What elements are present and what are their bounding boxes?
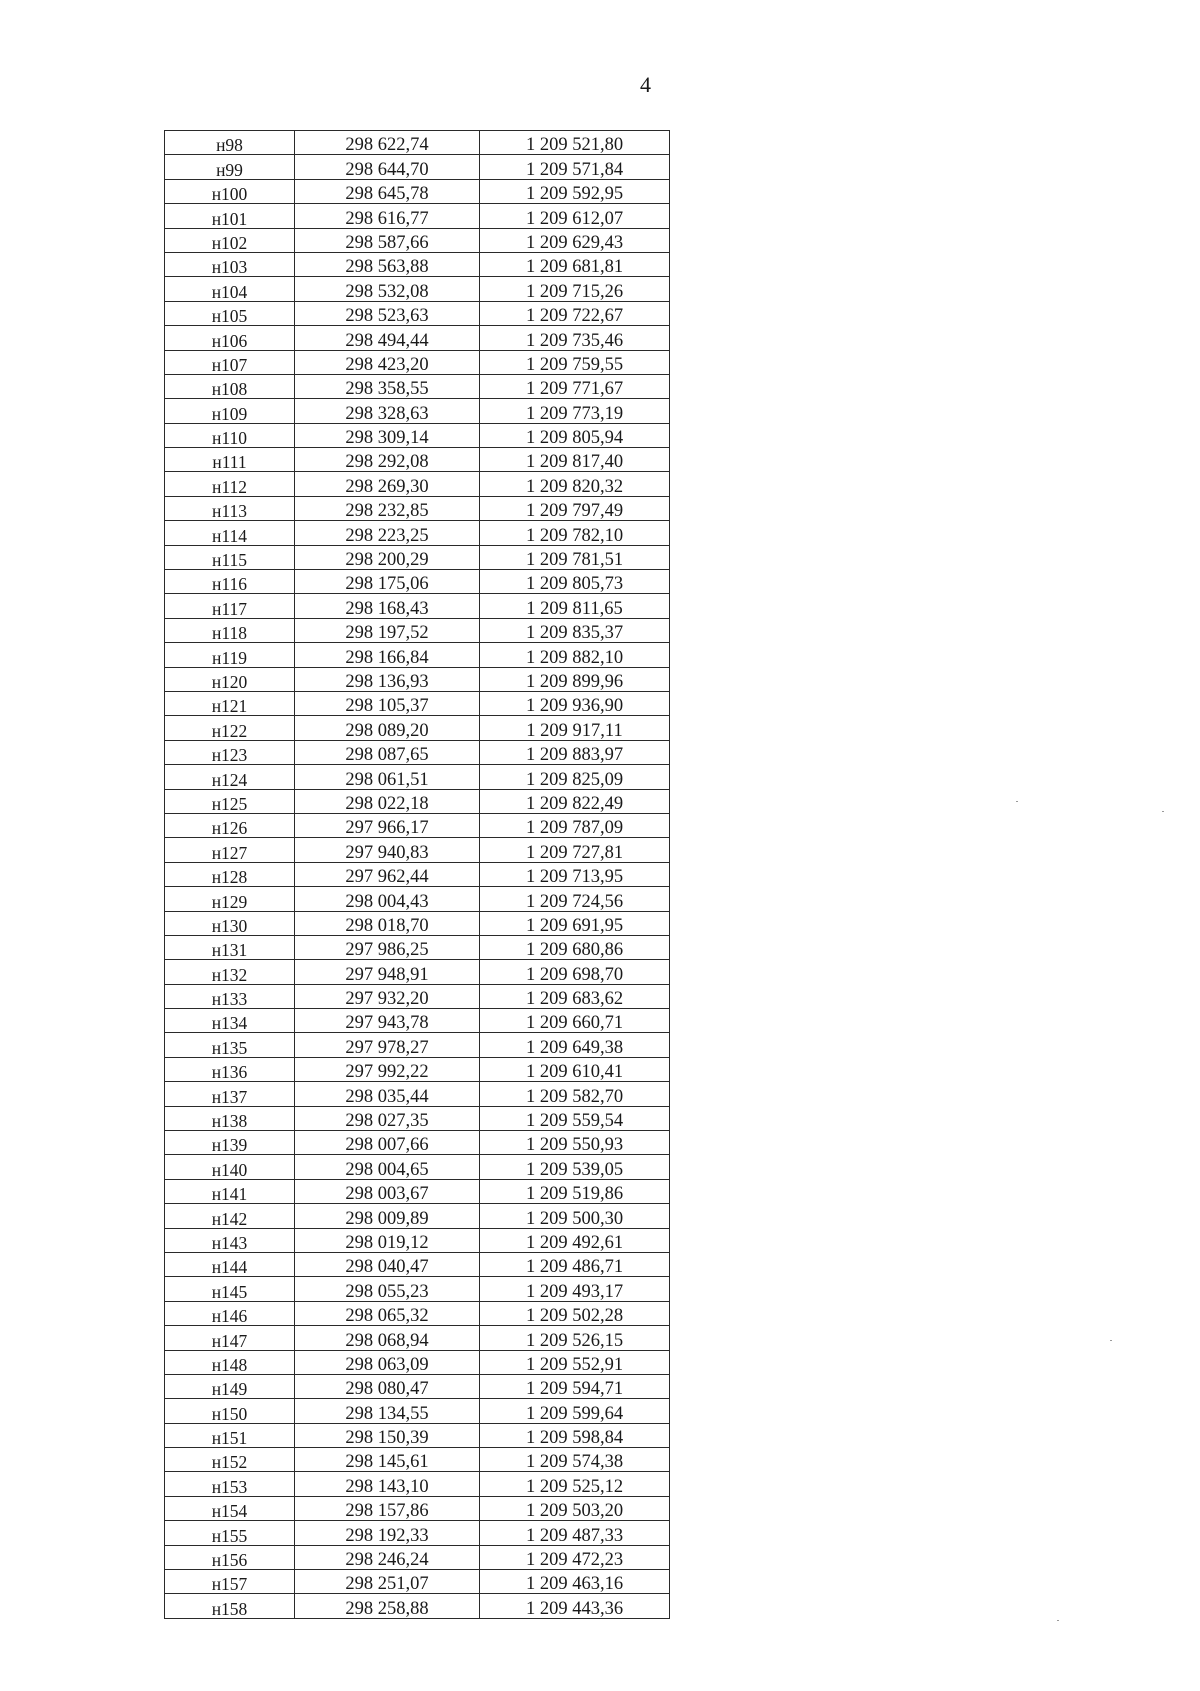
y-coordinate-cell: 1 209 525,12 <box>480 1472 670 1496</box>
table-row <box>165 1423 670 1447</box>
point-id-cell: н149 <box>165 1374 295 1398</box>
x-coordinate-cell: 298 258,88 <box>295 1594 480 1618</box>
table-row <box>165 1326 670 1350</box>
y-coordinate-cell: 1 209 805,94 <box>480 423 670 447</box>
x-coordinate-cell: 298 175,06 <box>295 570 480 594</box>
point-id-cell: н147 <box>165 1326 295 1350</box>
y-coordinate-cell: 1 209 715,26 <box>480 277 670 301</box>
x-coordinate-cell: 298 143,10 <box>295 1472 480 1496</box>
x-coordinate-cell: 297 978,27 <box>295 1033 480 1057</box>
y-coordinate-cell: 1 209 820,32 <box>480 472 670 496</box>
point-id-cell: н133 <box>165 984 295 1008</box>
point-id-cell: н115 <box>165 545 295 569</box>
y-coordinate-cell: 1 209 899,96 <box>480 667 670 691</box>
x-coordinate-cell: 298 003,67 <box>295 1179 480 1203</box>
y-coordinate-cell: 1 209 502,28 <box>480 1301 670 1325</box>
table-row <box>165 643 670 667</box>
y-coordinate-cell: 1 209 521,80 <box>480 131 670 155</box>
x-coordinate-cell: 298 105,37 <box>295 691 480 715</box>
x-coordinate-cell: 298 004,65 <box>295 1155 480 1179</box>
y-coordinate-cell: 1 209 649,38 <box>480 1033 670 1057</box>
point-id-cell: н118 <box>165 618 295 642</box>
table-row <box>165 1179 670 1203</box>
y-coordinate-cell: 1 209 681,81 <box>480 252 670 276</box>
point-id-cell: н102 <box>165 228 295 252</box>
y-coordinate-cell: 1 209 713,95 <box>480 862 670 886</box>
point-id-cell: н104 <box>165 277 295 301</box>
x-coordinate-cell: 298 087,65 <box>295 740 480 764</box>
y-coordinate-cell: 1 209 759,55 <box>480 350 670 374</box>
point-id-cell: н153 <box>165 1472 295 1496</box>
table-row <box>165 1496 670 1520</box>
table-row <box>165 496 670 520</box>
point-id-cell: н125 <box>165 789 295 813</box>
y-coordinate-cell: 1 209 539,05 <box>480 1155 670 1179</box>
point-id-cell: н156 <box>165 1545 295 1569</box>
x-coordinate-cell: 298 166,84 <box>295 643 480 667</box>
x-coordinate-cell: 298 292,08 <box>295 448 480 472</box>
table-row <box>165 740 670 764</box>
y-coordinate-cell: 1 209 599,64 <box>480 1399 670 1423</box>
table-row <box>165 179 670 203</box>
y-coordinate-cell: 1 209 550,93 <box>480 1131 670 1155</box>
table-row <box>165 326 670 350</box>
table-row <box>165 423 670 447</box>
table-row <box>165 399 670 423</box>
x-coordinate-cell: 298 494,44 <box>295 326 480 350</box>
y-coordinate-cell: 1 209 771,67 <box>480 374 670 398</box>
table-row <box>165 1545 670 1569</box>
table-row <box>165 1301 670 1325</box>
point-id-cell: н106 <box>165 326 295 350</box>
x-coordinate-cell: 298 061,51 <box>295 765 480 789</box>
point-id-cell: н123 <box>165 740 295 764</box>
table-row <box>165 1009 670 1033</box>
table-row <box>165 1106 670 1130</box>
point-id-cell: н148 <box>165 1350 295 1374</box>
point-id-cell: н120 <box>165 667 295 691</box>
x-coordinate-cell: 298 145,61 <box>295 1448 480 1472</box>
table-row <box>165 374 670 398</box>
scan-speck <box>1110 1340 1112 1341</box>
y-coordinate-cell: 1 209 492,61 <box>480 1228 670 1252</box>
y-coordinate-cell: 1 209 781,51 <box>480 545 670 569</box>
table-row <box>165 1155 670 1179</box>
x-coordinate-cell: 298 251,07 <box>295 1570 480 1594</box>
x-coordinate-cell: 297 948,91 <box>295 960 480 984</box>
table-row <box>165 1570 670 1594</box>
y-coordinate-cell: 1 209 610,41 <box>480 1057 670 1081</box>
y-coordinate-cell: 1 209 503,20 <box>480 1496 670 1520</box>
table-row <box>165 1594 670 1618</box>
point-id-cell: н110 <box>165 423 295 447</box>
x-coordinate-cell: 298 004,43 <box>295 887 480 911</box>
x-coordinate-cell: 298 587,66 <box>295 228 480 252</box>
y-coordinate-cell: 1 209 817,40 <box>480 448 670 472</box>
table-row <box>165 1399 670 1423</box>
table-row <box>165 521 670 545</box>
point-id-cell: н132 <box>165 960 295 984</box>
point-id-cell: н135 <box>165 1033 295 1057</box>
y-coordinate-cell: 1 209 472,23 <box>480 1545 670 1569</box>
point-id-cell: н109 <box>165 399 295 423</box>
table-row <box>165 1131 670 1155</box>
x-coordinate-cell: 298 040,47 <box>295 1252 480 1276</box>
y-coordinate-cell: 1 209 683,62 <box>480 984 670 1008</box>
point-id-cell: н155 <box>165 1521 295 1545</box>
x-coordinate-cell: 298 200,29 <box>295 545 480 569</box>
table-row <box>165 155 670 179</box>
y-coordinate-cell: 1 209 594,71 <box>480 1374 670 1398</box>
x-coordinate-cell: 298 055,23 <box>295 1277 480 1301</box>
y-coordinate-cell: 1 209 724,56 <box>480 887 670 911</box>
x-coordinate-cell: 298 197,52 <box>295 618 480 642</box>
x-coordinate-cell: 298 035,44 <box>295 1082 480 1106</box>
table-row <box>165 960 670 984</box>
y-coordinate-cell: 1 209 493,17 <box>480 1277 670 1301</box>
y-coordinate-cell: 1 209 773,19 <box>480 399 670 423</box>
y-coordinate-cell: 1 209 660,71 <box>480 1009 670 1033</box>
x-coordinate-cell: 298 645,78 <box>295 179 480 203</box>
table-row <box>165 716 670 740</box>
table-row <box>165 350 670 374</box>
table-row <box>165 448 670 472</box>
point-id-cell: н139 <box>165 1131 295 1155</box>
y-coordinate-cell: 1 209 463,16 <box>480 1570 670 1594</box>
x-coordinate-cell: 298 644,70 <box>295 155 480 179</box>
x-coordinate-cell: 297 986,25 <box>295 935 480 959</box>
x-coordinate-cell: 298 063,09 <box>295 1350 480 1374</box>
point-id-cell: н152 <box>165 1448 295 1472</box>
point-id-cell: н150 <box>165 1399 295 1423</box>
x-coordinate-cell: 297 966,17 <box>295 813 480 837</box>
x-coordinate-cell: 298 068,94 <box>295 1326 480 1350</box>
x-coordinate-cell: 298 223,25 <box>295 521 480 545</box>
point-id-cell: н113 <box>165 496 295 520</box>
point-id-cell: н131 <box>165 935 295 959</box>
table-row <box>165 862 670 886</box>
x-coordinate-cell: 298 532,08 <box>295 277 480 301</box>
y-coordinate-cell: 1 209 629,43 <box>480 228 670 252</box>
table-row <box>165 813 670 837</box>
x-coordinate-cell: 298 022,18 <box>295 789 480 813</box>
x-coordinate-cell: 298 009,89 <box>295 1204 480 1228</box>
x-coordinate-cell: 298 157,86 <box>295 1496 480 1520</box>
y-coordinate-cell: 1 209 592,95 <box>480 179 670 203</box>
x-coordinate-cell: 298 192,33 <box>295 1521 480 1545</box>
y-coordinate-cell: 1 209 574,38 <box>480 1448 670 1472</box>
table-row <box>165 1448 670 1472</box>
table-row <box>165 1033 670 1057</box>
y-coordinate-cell: 1 209 612,07 <box>480 204 670 228</box>
x-coordinate-cell: 298 018,70 <box>295 911 480 935</box>
point-id-cell: н124 <box>165 765 295 789</box>
point-id-cell: н112 <box>165 472 295 496</box>
point-id-cell: н142 <box>165 1204 295 1228</box>
x-coordinate-cell: 298 007,66 <box>295 1131 480 1155</box>
x-coordinate-cell: 298 080,47 <box>295 1374 480 1398</box>
y-coordinate-cell: 1 209 787,09 <box>480 813 670 837</box>
x-coordinate-cell: 297 992,22 <box>295 1057 480 1081</box>
point-id-cell: н146 <box>165 1301 295 1325</box>
point-id-cell: н117 <box>165 594 295 618</box>
y-coordinate-cell: 1 209 571,84 <box>480 155 670 179</box>
point-id-cell: н116 <box>165 570 295 594</box>
x-coordinate-cell: 298 136,93 <box>295 667 480 691</box>
y-coordinate-cell: 1 209 727,81 <box>480 838 670 862</box>
point-id-cell: н98 <box>165 131 295 155</box>
point-id-cell: н121 <box>165 691 295 715</box>
table-row <box>165 789 670 813</box>
table-row <box>165 301 670 325</box>
point-id-cell: н134 <box>165 1009 295 1033</box>
scan-speck <box>1016 801 1018 802</box>
y-coordinate-cell: 1 209 917,11 <box>480 716 670 740</box>
y-coordinate-cell: 1 209 883,97 <box>480 740 670 764</box>
x-coordinate-cell: 298 309,14 <box>295 423 480 447</box>
x-coordinate-cell: 298 027,35 <box>295 1106 480 1130</box>
point-id-cell: н129 <box>165 887 295 911</box>
table-row <box>165 1204 670 1228</box>
x-coordinate-cell: 298 563,88 <box>295 252 480 276</box>
x-coordinate-cell: 297 940,83 <box>295 838 480 862</box>
table-row <box>165 472 670 496</box>
point-id-cell: н141 <box>165 1179 295 1203</box>
table-row <box>165 277 670 301</box>
y-coordinate-cell: 1 209 526,15 <box>480 1326 670 1350</box>
table-row <box>165 618 670 642</box>
y-coordinate-cell: 1 209 825,09 <box>480 765 670 789</box>
x-coordinate-cell: 298 523,63 <box>295 301 480 325</box>
y-coordinate-cell: 1 209 500,30 <box>480 1204 670 1228</box>
y-coordinate-cell: 1 209 805,73 <box>480 570 670 594</box>
table-row <box>165 1082 670 1106</box>
page-number: 4 <box>640 72 651 97</box>
scan-speck <box>1057 1620 1059 1621</box>
point-id-cell: н111 <box>165 448 295 472</box>
x-coordinate-cell: 298 622,74 <box>295 131 480 155</box>
x-coordinate-cell: 298 168,43 <box>295 594 480 618</box>
y-coordinate-cell: 1 209 722,67 <box>480 301 670 325</box>
y-coordinate-cell: 1 209 680,86 <box>480 935 670 959</box>
coordinates-table-body <box>165 131 670 1619</box>
x-coordinate-cell: 298 089,20 <box>295 716 480 740</box>
table-row <box>165 1277 670 1301</box>
table-row <box>165 1521 670 1545</box>
y-coordinate-cell: 1 209 882,10 <box>480 643 670 667</box>
y-coordinate-cell: 1 209 598,84 <box>480 1423 670 1447</box>
point-id-cell: н105 <box>165 301 295 325</box>
y-coordinate-cell: 1 209 691,95 <box>480 911 670 935</box>
x-coordinate-cell: 298 328,63 <box>295 399 480 423</box>
point-id-cell: н158 <box>165 1594 295 1618</box>
table-row <box>165 1228 670 1252</box>
point-id-cell: н114 <box>165 521 295 545</box>
table-row <box>165 1472 670 1496</box>
table-row <box>165 667 670 691</box>
y-coordinate-cell: 1 209 735,46 <box>480 326 670 350</box>
y-coordinate-cell: 1 209 486,71 <box>480 1252 670 1276</box>
point-id-cell: н100 <box>165 179 295 203</box>
y-coordinate-cell: 1 209 811,65 <box>480 594 670 618</box>
table-row <box>165 911 670 935</box>
x-coordinate-cell: 297 943,78 <box>295 1009 480 1033</box>
point-id-cell: н144 <box>165 1252 295 1276</box>
x-coordinate-cell: 298 150,39 <box>295 1423 480 1447</box>
y-coordinate-cell: 1 209 487,33 <box>480 1521 670 1545</box>
x-coordinate-cell: 298 232,85 <box>295 496 480 520</box>
point-id-cell: н101 <box>165 204 295 228</box>
x-coordinate-cell: 297 932,20 <box>295 984 480 1008</box>
table-row <box>165 204 670 228</box>
table-row <box>165 935 670 959</box>
table-row <box>165 691 670 715</box>
point-id-cell: н140 <box>165 1155 295 1179</box>
table-row <box>165 1374 670 1398</box>
x-coordinate-cell: 298 616,77 <box>295 204 480 228</box>
x-coordinate-cell: 297 962,44 <box>295 862 480 886</box>
table-row <box>165 984 670 1008</box>
point-id-cell: н126 <box>165 813 295 837</box>
point-id-cell: н99 <box>165 155 295 179</box>
point-id-cell: н157 <box>165 1570 295 1594</box>
coordinates-table <box>164 130 670 1619</box>
point-id-cell: н145 <box>165 1277 295 1301</box>
point-id-cell: н128 <box>165 862 295 886</box>
table-row <box>165 252 670 276</box>
table-row <box>165 1057 670 1081</box>
x-coordinate-cell: 298 358,55 <box>295 374 480 398</box>
y-coordinate-cell: 1 209 559,54 <box>480 1106 670 1130</box>
table-row <box>165 765 670 789</box>
point-id-cell: н138 <box>165 1106 295 1130</box>
point-id-cell: н130 <box>165 911 295 935</box>
x-coordinate-cell: 298 269,30 <box>295 472 480 496</box>
point-id-cell: н122 <box>165 716 295 740</box>
point-id-cell: н143 <box>165 1228 295 1252</box>
table-row <box>165 1252 670 1276</box>
table-row <box>165 1350 670 1374</box>
y-coordinate-cell: 1 209 782,10 <box>480 521 670 545</box>
table-row <box>165 838 670 862</box>
point-id-cell: н127 <box>165 838 295 862</box>
point-id-cell: н107 <box>165 350 295 374</box>
point-id-cell: н136 <box>165 1057 295 1081</box>
table-row <box>165 570 670 594</box>
table-row <box>165 545 670 569</box>
point-id-cell: н103 <box>165 252 295 276</box>
x-coordinate-cell: 298 134,55 <box>295 1399 480 1423</box>
table-row <box>165 131 670 155</box>
x-coordinate-cell: 298 019,12 <box>295 1228 480 1252</box>
y-coordinate-cell: 1 209 519,86 <box>480 1179 670 1203</box>
scan-speck <box>1162 811 1164 812</box>
x-coordinate-cell: 298 246,24 <box>295 1545 480 1569</box>
x-coordinate-cell: 298 065,32 <box>295 1301 480 1325</box>
point-id-cell: н119 <box>165 643 295 667</box>
y-coordinate-cell: 1 209 698,70 <box>480 960 670 984</box>
x-coordinate-cell: 298 423,20 <box>295 350 480 374</box>
y-coordinate-cell: 1 209 582,70 <box>480 1082 670 1106</box>
point-id-cell: н154 <box>165 1496 295 1520</box>
point-id-cell: н137 <box>165 1082 295 1106</box>
y-coordinate-cell: 1 209 797,49 <box>480 496 670 520</box>
table-row <box>165 887 670 911</box>
y-coordinate-cell: 1 209 822,49 <box>480 789 670 813</box>
table-row <box>165 594 670 618</box>
y-coordinate-cell: 1 209 936,90 <box>480 691 670 715</box>
y-coordinate-cell: 1 209 443,36 <box>480 1594 670 1618</box>
point-id-cell: н151 <box>165 1423 295 1447</box>
table-row <box>165 228 670 252</box>
y-coordinate-cell: 1 209 552,91 <box>480 1350 670 1374</box>
y-coordinate-cell: 1 209 835,37 <box>480 618 670 642</box>
point-id-cell: н108 <box>165 374 295 398</box>
